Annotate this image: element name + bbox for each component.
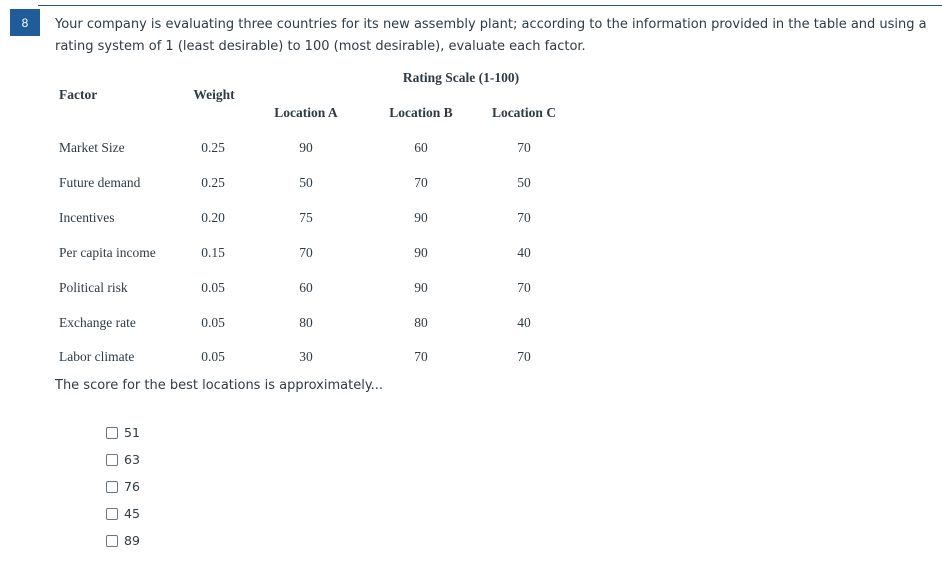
location-a-cell: 60 — [299, 280, 313, 295]
weight-header: Weight — [193, 87, 235, 102]
answer-option-89[interactable] — [106, 533, 140, 548]
location-a-cell: 90 — [299, 140, 313, 155]
location-c-cell: 40 — [517, 315, 531, 330]
answer-prompt: The score for the best locations is approximately... — [55, 378, 384, 393]
factor-cell: Exchange rate — [59, 315, 136, 330]
factor-cell: Future demand — [59, 175, 141, 190]
location-c-cell: 70 — [517, 210, 531, 225]
location-a-cell: 80 — [299, 315, 313, 330]
location-b-cell: 90 — [414, 280, 428, 295]
location-c-cell: 40 — [517, 245, 531, 260]
question-text: Your company is evaluating three countries for its new assembly plant; according to the information provided in the table and using a rating system of 1 (least desirable) to 100 (most desirable), evaluate each factor. — [55, 17, 927, 54]
weight-cell: 0.15 — [201, 245, 225, 260]
answer-option-76[interactable] — [106, 479, 140, 494]
answer-option-label: 76 — [124, 479, 140, 494]
location-b-cell: 70 — [414, 175, 428, 190]
weight-cell: 0.20 — [201, 210, 225, 225]
location-b-cell: 70 — [414, 349, 428, 364]
factor-cell: Per capita income — [59, 245, 156, 260]
top-divider — [38, 5, 942, 6]
location-a-cell: 50 — [299, 175, 313, 190]
factor-cell: Political risk — [59, 280, 128, 295]
location-b-cell: 60 — [414, 140, 428, 155]
location-a-cell: 30 — [299, 349, 313, 364]
factor-cell: Incentives — [59, 210, 115, 225]
weight-cell: 0.05 — [201, 349, 225, 364]
checkbox[interactable] — [106, 454, 118, 466]
location-a-cell: 70 — [299, 245, 313, 260]
checkbox[interactable] — [106, 508, 118, 520]
answer-option-63[interactable] — [106, 452, 140, 467]
location-c-cell: 50 — [517, 175, 531, 190]
rating-scale-header: Rating Scale (1-100) — [402, 70, 520, 85]
location-c-cell: 70 — [517, 280, 531, 295]
answer-option-45[interactable] — [106, 506, 140, 521]
location-a-cell: 75 — [299, 210, 313, 225]
answer-option-label: 63 — [124, 452, 140, 467]
checkbox[interactable] — [106, 427, 118, 439]
factor-cell: Labor climate — [59, 349, 135, 364]
location-c-cell: 70 — [517, 140, 531, 155]
factor-cell: Market Size — [59, 140, 125, 155]
location-b-cell: 90 — [414, 245, 428, 260]
checkbox[interactable] — [106, 535, 118, 547]
location-b-cell: 80 — [414, 315, 428, 330]
question-number-badge: 8 — [10, 9, 40, 36]
location-a-header: Location A — [274, 105, 338, 120]
weight-cell: 0.25 — [201, 140, 225, 155]
weight-cell: 0.25 — [201, 175, 225, 190]
location-b-cell: 90 — [414, 210, 428, 225]
answer-option-label: 45 — [124, 506, 140, 521]
weight-cell: 0.05 — [201, 315, 225, 330]
answer-option-label: 51 — [124, 425, 140, 440]
answer-option-label: 89 — [124, 533, 140, 548]
weight-cell: 0.05 — [201, 280, 225, 295]
location-b-header: Location B — [389, 105, 453, 120]
answer-option-51[interactable] — [106, 425, 140, 440]
factor-header: Factor — [59, 87, 98, 102]
checkbox[interactable] — [106, 481, 118, 493]
location-c-header: Location C — [491, 105, 557, 120]
location-c-cell: 70 — [517, 349, 531, 364]
